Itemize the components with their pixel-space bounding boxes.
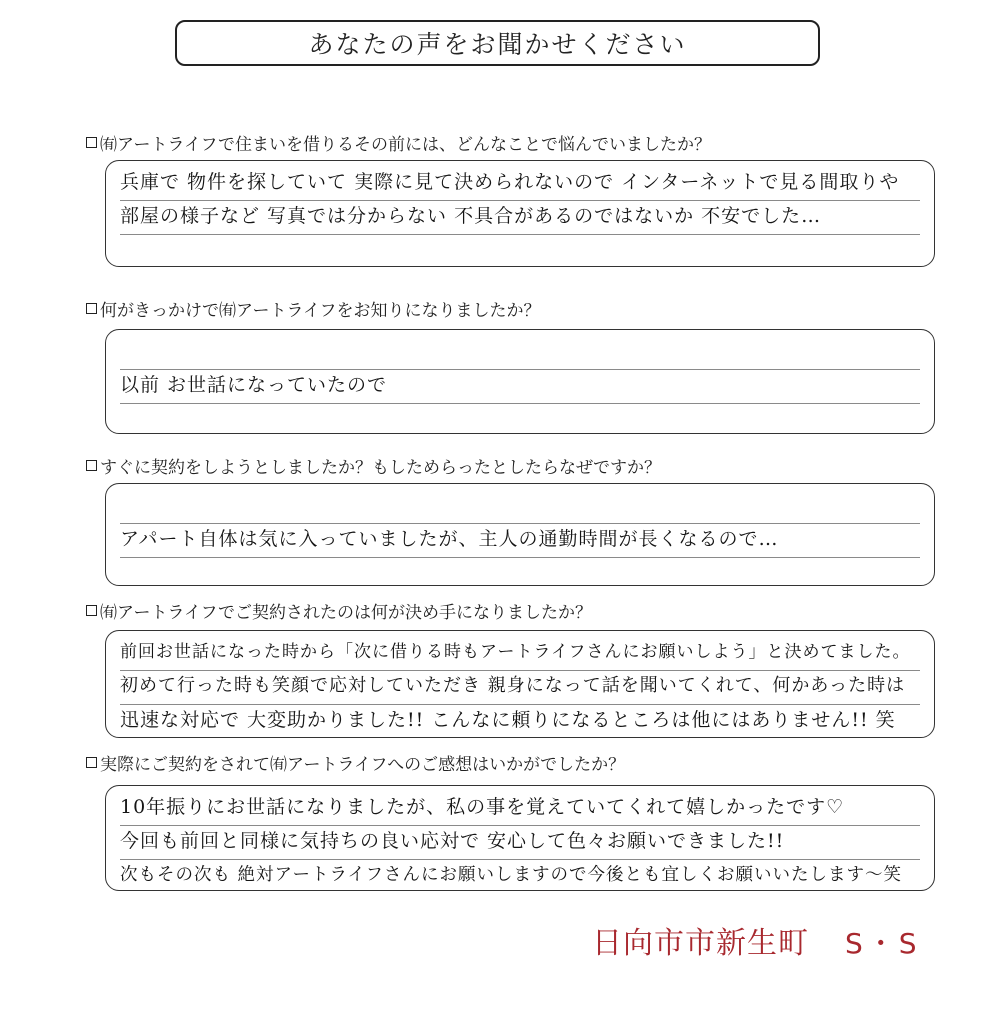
question-1 xyxy=(86,130,711,155)
answer-box-3 xyxy=(105,483,935,586)
question-4 xyxy=(86,598,592,623)
signature xyxy=(592,918,921,962)
checkbox-icon[interactable] xyxy=(86,137,97,148)
answer-5-line-2: 今回も前回と同様に気持ちの良い応対で 安心して色々お願いできました!! xyxy=(120,830,785,852)
answer-4-line-2: 初めて行った時も笑顔で応対していただき 親身になって話を聞いてくれて、何かあった時は xyxy=(120,675,906,696)
answer-1-line-2: 部屋の様子など 写真では分からない 不具合があるのではないか 不安でした… xyxy=(120,205,822,227)
answer-2-line-2: 以前 お世話になっていたので xyxy=(120,374,388,396)
answer-3-line-1 xyxy=(120,490,920,524)
answer-box-1 xyxy=(105,160,935,267)
answer-box-4 xyxy=(105,630,935,738)
question-5-text: 実際にご契約をされて㈲アートライフへのご感想はいかがでしたか？ xyxy=(100,755,626,775)
answer-5-line-1: 10年振りにお世話になりましたが、私の事を覚えていてくれて嬉しかったです♡ xyxy=(120,796,845,818)
page-title-box xyxy=(175,20,820,66)
checkbox-icon[interactable] xyxy=(86,605,97,616)
answer-3-line-2: アパート自体は気に入っていましたが、主人の通勤時間が長くなるので… xyxy=(120,528,779,550)
signature-initials: S・S xyxy=(845,927,921,960)
answer-box-2 xyxy=(105,329,935,434)
answer-1-line-1: 兵庫で 物件を探していて 実際に見て決められないので インターネットで見る間取りや xyxy=(120,171,900,193)
checkbox-icon[interactable] xyxy=(86,303,97,314)
answer-2-line-1 xyxy=(120,336,920,370)
answer-4-line-3: 迅速な対応で 大変助かりました!! こんなに頼りになるところは他にはありません!! 笑 xyxy=(120,709,896,731)
signature-place: 日向市市新生町 xyxy=(592,926,809,961)
answer-5-line-3: 次もその次も 絶対アートライフさんにお願いしますので今後とも宜しくお願いいたします〜笑 xyxy=(120,865,902,885)
question-5 xyxy=(86,750,625,775)
checkbox-icon[interactable] xyxy=(86,460,97,471)
answer-4-line-1: 前回お世話になった時から「次に借りる時もアートライフさんにお願いしよう」と決めてました。 xyxy=(120,642,911,662)
checkbox-icon[interactable] xyxy=(86,757,97,768)
question-3 xyxy=(86,453,661,478)
question-4-text: ㈲アートライフでご契約されたのは何が決め手になりましたか？ xyxy=(100,603,592,623)
question-3-text: すぐに契約をしようとしましたか？もしためらったとしたらなぜですか？ xyxy=(100,458,661,478)
question-2 xyxy=(86,296,540,321)
page-title: あなたの声をお聞かせください xyxy=(308,30,687,59)
question-1-text: ㈲アートライフで住まいを借りるその前には、どんなことで悩んでいましたか？ xyxy=(100,135,711,155)
answer-box-5 xyxy=(105,785,935,891)
question-2-text: 何がきっかけで㈲アートライフをお知りになりましたか？ xyxy=(100,301,541,321)
